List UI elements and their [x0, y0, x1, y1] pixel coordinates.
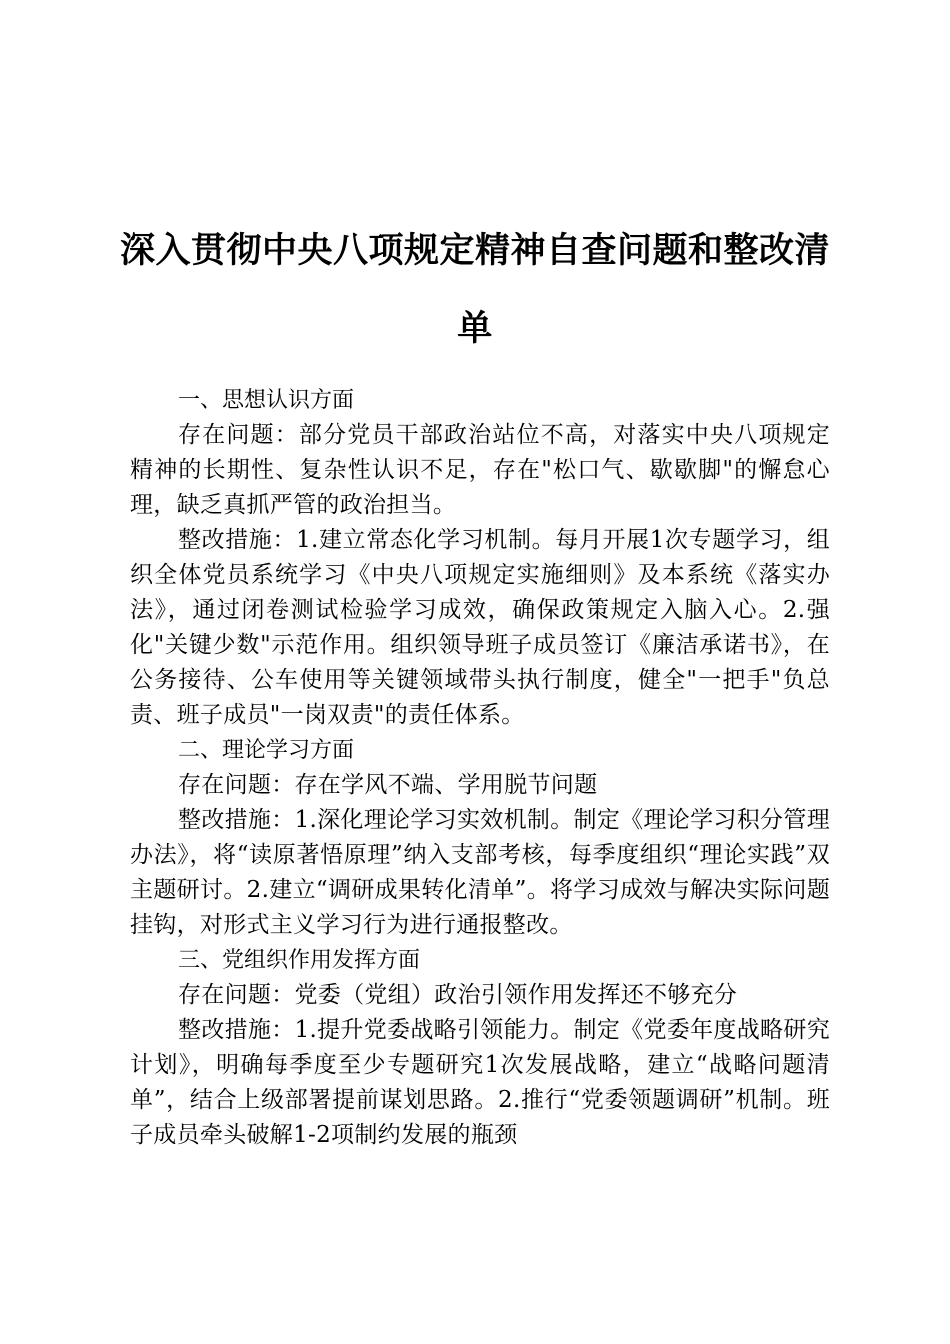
measures-paragraph: 整改措施：1.提升党委战略引领能力。制定《党委年度战略研究计划》，明确每季度至少专题研究1次发展战略，建立“战略问题清单”，结合上级部署提前谋划思路。2.推行“党委领题调研”机制。班子成员牵头破解1-2项制约发展的瓶颈: [130, 1017, 830, 1148]
problem-paragraph: 存在问题：部分党员干部政治站位不高，对落实中央八项规定精神的长期性、复杂性认识不足，存在"松口气、歇歇脚"的懈怠心理，缺乏真抓严管的政治担当。: [130, 422, 830, 518]
measures-paragraph: 整改措施：1.深化理论学习实效机制。制定《理论学习积分管理办法》，将“读原著悟原理”纳入支部考核，每季度组织“理论实践”双主题研讨。2.建立“调研成果转化清单”。将学习成效与解决实际问题挂钩，对形式主义学习行为进行通报整改。: [130, 807, 830, 938]
section-theory-study: [130, 733, 830, 943]
section-ideology: [130, 383, 830, 733]
section-heading: 二、理论学习方面: [178, 738, 355, 763]
document-body: [130, 383, 830, 1153]
document-title: 深入贯彻中央八项规定精神自查问题和整改清单: [119, 231, 830, 349]
problem-paragraph: 存在问题：党委（党组）政治引领作用发挥还不够充分: [178, 982, 738, 1008]
section-party-organization: [130, 943, 830, 1153]
section-heading: 三、党组织作用发挥方面: [178, 948, 421, 973]
problem-paragraph: 存在问题：存在学风不端、学用脱节问题: [178, 772, 598, 798]
measures-paragraph: 整改措施：1.建立常态化学习机制。每月开展1次专题学习，组织全体党员系统学习《中央八项规定实施细则》及本系统《落实办法》，通过闭卷测试检验学习成效，确保政策规定入脑入心。2.强化"关键少数"示范作用。组织领导班子成员签订《廉洁承诺书》，在公务接待、公车使用等关键领域带头执行制度，健全"一把手"负总责、班子成员"一岗双责"的责任体系。: [130, 527, 830, 728]
section-heading: 一、思想认识方面: [178, 388, 355, 413]
